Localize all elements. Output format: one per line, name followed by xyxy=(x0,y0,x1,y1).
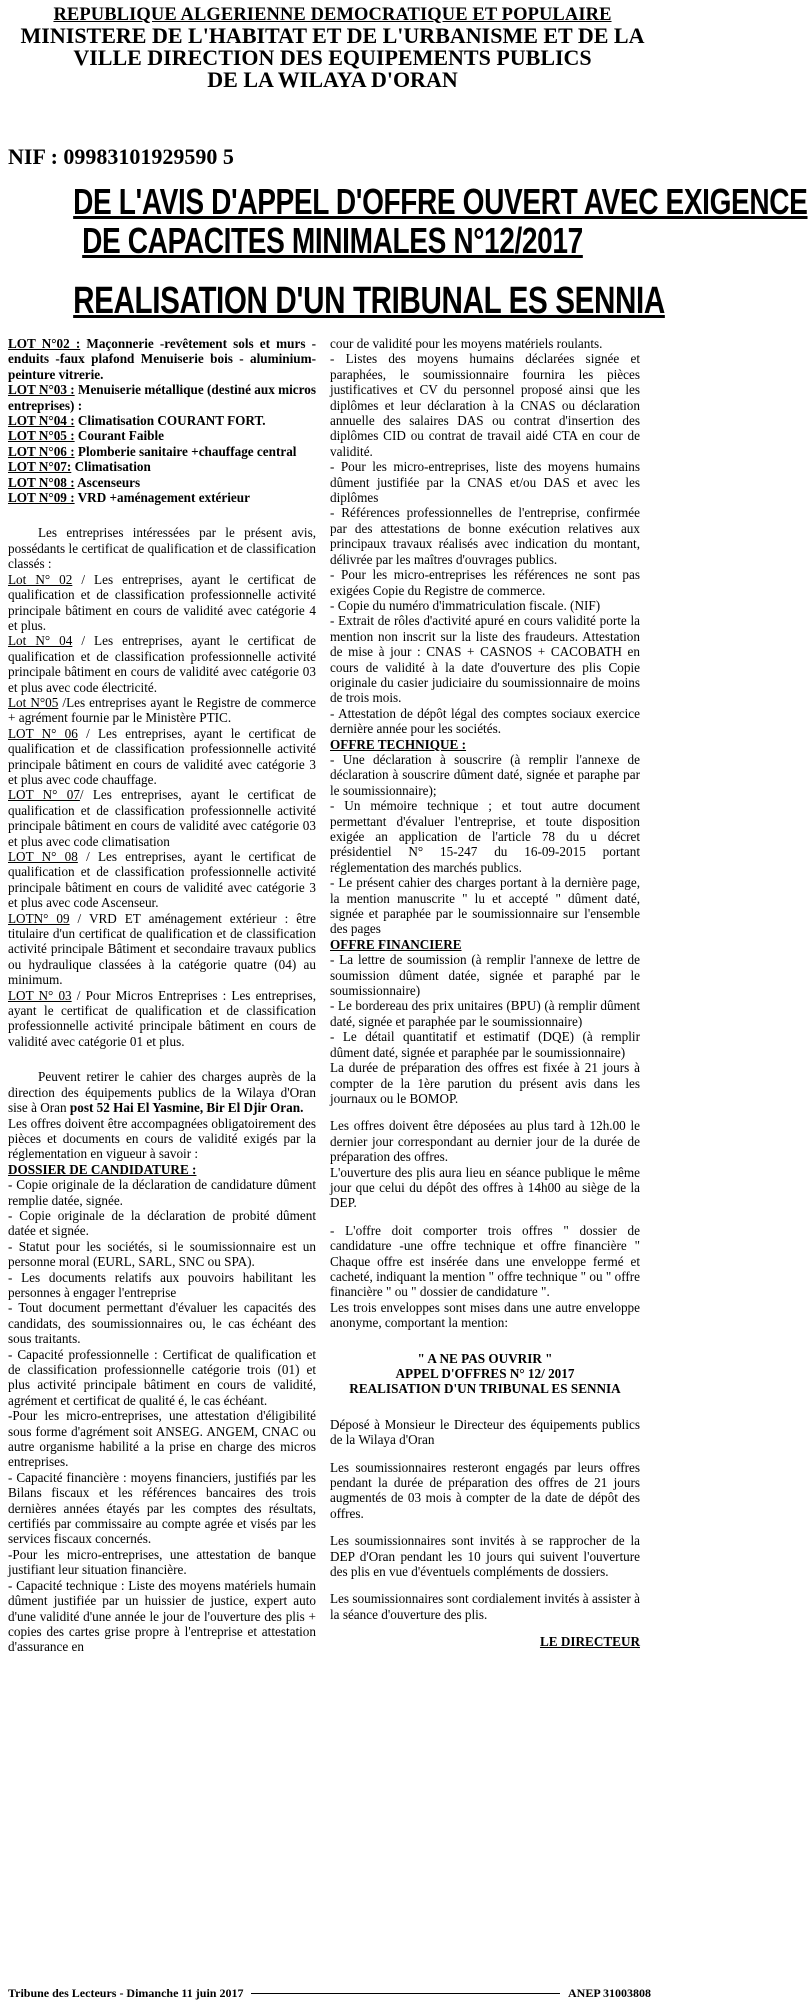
ministry-heading: MINISTERE DE L'HABITAT ET DE L'URBANISME ET DE LA VILLE DIRECTION DES EQUIPEMENTS PUBLICS xyxy=(20,22,645,70)
qualif-item: Lot N° 04 / Les entreprises, ayant le certificat de qualification et de classification professionnelle activité principale bâtiment en cours de validité avec catégorie 03 et plus avec code électricité. xyxy=(8,633,316,695)
requirement-item: - Extrait de rôles d'activité apuré en cours validité porte la mention non inscrit sur la liste des fraudeurs. Attestation de mise à jour : CNAS + CASNOS + CACOBATH en cours de validité à la date d'ouverture des plis Copie originale du casier judiciaire du soumissionnaire de moins de trois mois. xyxy=(330,613,640,706)
qualif-item: LOT N° 07/ Les entreprises, ayant le certificat de qualification et de classification professionnelle activité principale bâtiment en cours de validité avec catégorie 03 et plus avec code climatisation xyxy=(8,787,317,849)
requirement-item: cour de validité pour les moyens matériels roulants. xyxy=(330,336,603,351)
lot-item: LOT N°09 : VRD +aménagement extérieur xyxy=(8,490,250,506)
duration-paragraph: La durée de préparation des offres est fixée à 21 jours à compter de la 1ère parution du présent avis dans les journaux ou le BOMOP. xyxy=(330,1060,640,1106)
requirement-item: - Pour les micro-entreprises, liste des moyens humains dûment justifiée par la CNAS et/ou DAS et avec les diplômes xyxy=(330,459,640,506)
invited-paragraph: Les soumissionnaires sont invités à se rapprocher de la DEP d'Oran pendant les 10 jours qui suivent l'ouverture des plis en vue d'éventuels compléments de dossiers. xyxy=(330,1533,640,1580)
dossier-item: -Pour les micro-entreprises, une attestation d'éligibilité sous forme d'agrément soit ANSEG. ANGEM, CNAC ou autre organisme habilité a la prise en charge des micros entreprises. xyxy=(8,1408,316,1470)
footer-rule xyxy=(251,1993,560,1994)
left-column xyxy=(8,336,316,1976)
director-signature: LE DIRECTEUR xyxy=(539,1634,640,1650)
qualif-item: Lot N° 02 / Les entreprises, ayant le certificat de qualification et de classification professionnelle activité principale bâtiment en cours de validité avec catégorie 4 et plus. xyxy=(8,571,316,633)
qualif-item: LOT N° 03 / Pour Micros Entreprises : Les entreprises, ayant le certificat de qualification et de classification professionnelle activité principale bâtiment en cours de validité avec catégorie 01 et plus. xyxy=(8,987,316,1049)
tender-number-mention: APPEL D'OFFRES N° 12/ 2017 xyxy=(395,1366,575,1381)
do-not-open-mention: " A NE PAS OUVRIR " xyxy=(417,1350,553,1366)
page-footer xyxy=(0,1983,665,2003)
requirement-item: - Attestation de dépôt légal des comptes sociaux exercice dernière année pour les sociétés. xyxy=(330,705,640,737)
qualif-item: LOTN° 09 / VRD ET aménagement extérieur : être titulaire d'un certificat de qualification et de classification activité principale Bâtiment et secondaire travaux publics ou hydraulique classées à la catégorie quatre (04) au minimum. xyxy=(8,910,316,988)
dossier-item: - Capacité technique : Liste des moyens matériels humain dûment justifiée par un huissier de justice, expert auto d'une validité d'une année le jour de l'ouverture des plis + copies des cartes grise propre à l'entreprise et attestation d'assurance en xyxy=(8,1577,316,1655)
offers-docs-paragraph: Les offres doivent être accompagnées obligatoirement des pièces et documents en cours de validité exigés par la réglementation en vigueur à savoir : xyxy=(8,1115,316,1162)
deposited-paragraph: Déposé à Monsieur le Directeur des équipements publics de la Wilaya d'Oran xyxy=(330,1416,640,1448)
lot-item: LOT N°02 : Maçonnerie -revêtement sols et murs -enduits -faux plafond Menuiserie bois - aluminium- peinture vitrerie. xyxy=(8,336,316,382)
requirement-item: - Références professionnelles de l'entreprise, confirmée par des attestations de bonne exécution relatives aux principaux travaux réalisés avec indication du montant, délivrée par les maîtres d'ouvrages publics. xyxy=(330,505,640,567)
technical-offer-item: - Une déclaration à souscrire (à remplir l'annexe de déclaration à souscrire dûment daté, signée et paraphe par le soumissionnaire); xyxy=(330,751,640,798)
dossier-item: - Copie originale de la déclaration de candidature dûment remplie datée, signée. xyxy=(8,1177,316,1208)
nif-number: NIF : 09983101929590 5 xyxy=(8,144,234,169)
requirement-item: - Pour les micro-entreprises les références ne sont pas exigées Copie du Registre de commerce. xyxy=(330,567,640,598)
dossier-item: - Tout document permettant d'évaluer les capacités des candidats, des soumissionnaires ou, le cas échéant des sous traitants. xyxy=(8,1300,316,1347)
dossier-title: DOSSIER DE CANDIDATURE : xyxy=(8,1161,197,1177)
requirement-item: - Listes des moyens humains déclarées signée et paraphées, le soumissionnaire fournira les pièces justificatives et CV du personnel proposé ainsi que les diplômes et leur déclaration à la CNAS ou déclaration annuelle des salaires DAS ou contrat d'insertion des diplômes CID ou contrat de travail aidé CTA en cour de validité. xyxy=(330,351,640,459)
deposit-paragraph: Les offres doivent être déposées au plus tard à 12h.00 le dernier jour correspondant au dernier jour de la durée de préparation des offres. xyxy=(330,1118,640,1165)
republic-heading: REPUBLIQUE ALGERIENNE DEMOCRATIQUE ET POPULAIRE xyxy=(53,5,612,25)
cordially-paragraph: Les soumissionnaires sont cordialement invités à assister à la séance d'ouverture des plis. xyxy=(330,1591,640,1622)
technical-offer-item: - Le présent cahier des charges portant à la dernière page, la mention manuscrite " lu et accepté " dûment daté, signée et paraphée par le soumissionnaire sur l'ensemble des pages xyxy=(330,875,640,937)
notice-title xyxy=(73,181,808,261)
intro-paragraph: Les entreprises intéressées par le présent avis, possédants le certificat de qualification et de classification classés : xyxy=(8,525,316,572)
project-mention: REALISATION D'UN TRIBUNAL ES SENNIA xyxy=(349,1381,621,1397)
financial-offer-item: - Le bordereau des prix unitaires (BPU) (à remplir dûment daté, signée et paraphée par le soumissionnaire) xyxy=(330,998,640,1029)
opening-paragraph: L'ouverture des plis aura lieu en séance publique le même jour que celui du dépôt des offres à 14h00 au siège de la DEP. xyxy=(330,1164,640,1211)
qualif-item: Lot N°05 /Les entreprises ayant le Registre de commerce + agrément fournie par le Ministère PTIC. xyxy=(8,694,316,726)
outer-envelope-paragraph: Les trois enveloppes sont mises dans une autre enveloppe anonyme, comportant la mention: xyxy=(330,1299,640,1331)
technical-offer-item: - Un mémoire technique ; et tout autre document permettant d'évaluer l'entreprise, et toute disposition exigée an application de l'article 78 du u décret présidentiel N° 15-247 du 16-09-2015 portant réglementation des marchés publics. xyxy=(330,798,640,875)
notice-title-line-1: DE L'AVIS D'APPEL D'OFFRE OUVERT AVEC EXIGENCE xyxy=(73,181,808,222)
lot-item: LOT N°06 : Plomberie sanitaire +chauffage central xyxy=(8,443,297,459)
technical-offer-title: OFFRE TECHNIQUE : xyxy=(330,736,467,752)
lot-item: LOT N°08 : Ascenseurs xyxy=(8,474,141,490)
dossier-item: - Statut pour les sociétés, si le soumissionnaire est un personne moral (EURL, SARL, SNC ou SPA). xyxy=(8,1238,316,1270)
footer-publication: Tribune des Lecteurs - Dimanche 11 juin 2017 xyxy=(8,1985,244,2000)
engaged-paragraph: Les soumissionnaires resteront engagés par leurs offres pendant la durée de préparation des offres de 21 jours augmentés de 03 mois à compter de la date de dépôt des offres. xyxy=(330,1459,640,1521)
dossier-item: - Copie originale de la déclaration de probité dûment datée et signée. xyxy=(8,1207,316,1239)
lot-item: LOT N°05 : Courant Faible xyxy=(8,428,164,444)
retrieve-paragraph: Peuvent retirer le cahier des charges auprès de la direction des équipements publics de la Wilaya d'Oran sise à Oran post 52 Hai El Yasmine, Bir El Djir Oran. xyxy=(8,1069,316,1116)
wilaya-heading: DE LA WILAYA D'ORAN xyxy=(207,66,458,92)
project-title: REALISATION D'UN TRIBUNAL ES SENNIA xyxy=(73,280,665,322)
qualif-item: LOT N° 06 / Les entreprises, ayant le certificat de qualification et de classification professionnelle activité principale bâtiment en cours de validité avec catégorie 3 et plus avec code chauffage. xyxy=(8,725,316,787)
lot-item: LOT N°03 : Menuiserie métallique (destiné aux micros entreprises) : xyxy=(8,382,316,413)
dossier-item: -Pour les micro-entreprises, une attestation de banque justifiant leur situation financière. xyxy=(8,1546,316,1578)
lot-item: LOT N°04 : Climatisation COURANT FORT. xyxy=(8,413,266,429)
financial-offer-item: - Le détail quantitatif et estimatif (DQE) (à remplir dûment daté, signée et paraphée par le soumissionnaire) xyxy=(330,1029,640,1060)
footer-anep-ref: ANEP 31003808 xyxy=(567,1985,651,2000)
lot-item: LOT N°07: Climatisation xyxy=(8,459,151,475)
financial-offer-title: OFFRE FINANCIERE xyxy=(330,936,462,952)
financial-offer-item: - La lettre de soumission (à remplir l'annexe de lettre de soumission dûment datée, signée et paraphé par le soumissionnaire) xyxy=(330,952,640,999)
right-column xyxy=(330,336,640,1976)
dossier-item: - Capacité professionnelle : Certificat de qualification et de classification professionnelle catégorie trois (01) et plus activité principale bâtiment en cours de validité, agrément et certificat de qualité é, le cas échéant. xyxy=(8,1346,316,1408)
notice-title-line-2: DE CAPACITES MINIMALES N°12/2017 xyxy=(82,219,583,261)
notice-header xyxy=(0,6,665,91)
qualif-item: LOT N° 08 / Les entreprises, ayant le certificat de qualification et de classification professionnelle activité principale bâtiment en cours de validité avec catégorie 3 et plus avec code Ascenseur. xyxy=(8,849,316,911)
requirement-item: - Copie du numéro d'immatriculation fiscale. (NIF) xyxy=(330,597,601,613)
dossier-item: - Les documents relatifs aux pouvoirs habilitant les personnes à engager l'entreprise xyxy=(8,1269,316,1300)
dossier-item: - Capacité financière : moyens financiers, justifiés par les Bilans fiscaux et les références bancaires des trois dernières années étayés par les comptes des résultats, certifiés par commissaire au compte agrée et visés par les services fiscaux concernés. xyxy=(8,1469,316,1547)
envelopes-paragraph: - L'offre doit comporter trois offres " dossier de candidature -une offre technique et offre financière " Chaque offre est insérée dans une enveloppe fermé et cacheté, indiquant la mention " offre technique " ou " offre financière " ou " dossier de candidature ". xyxy=(330,1222,640,1300)
